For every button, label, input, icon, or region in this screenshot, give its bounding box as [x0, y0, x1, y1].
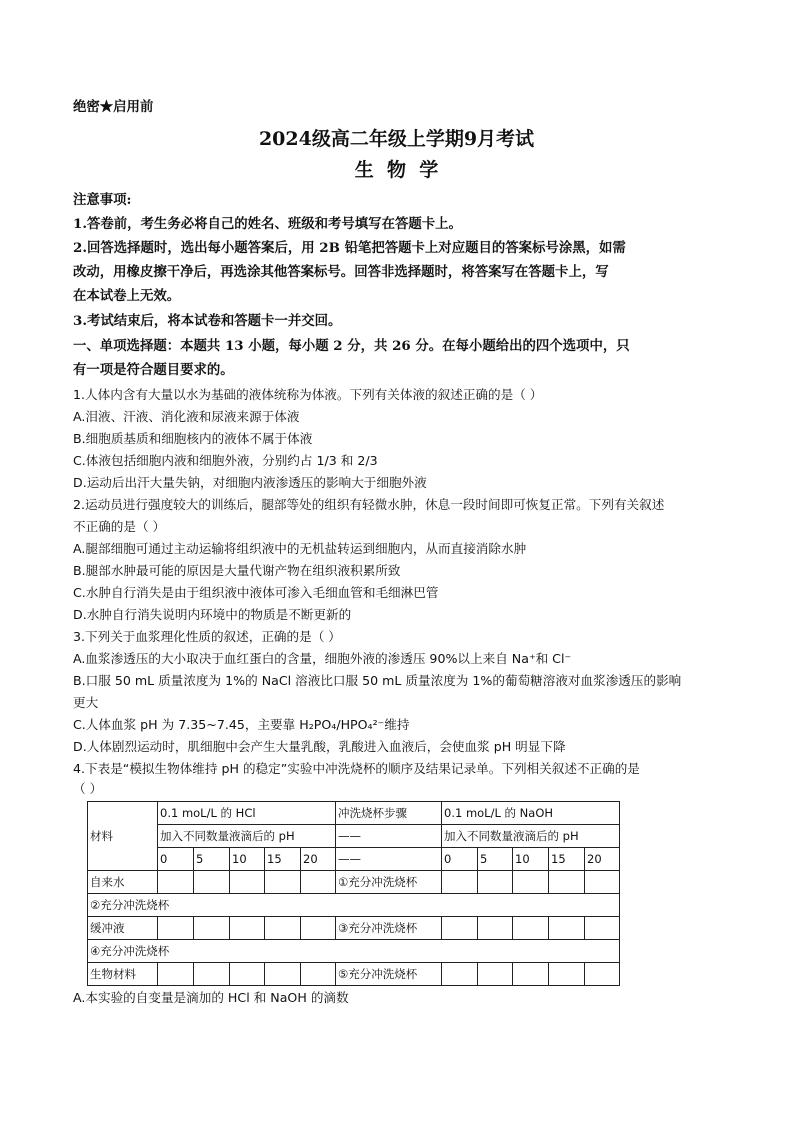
naoh-drops: 5 [478, 848, 513, 871]
q2-stem-line-1: 2.运动员进行强度较大的训练后，腿部等处的组织有轻微水肿，休息一段时间即可恢复正常。下列有关叙述 [73, 497, 665, 512]
step-3: ③充分冲洗烧杯 [336, 917, 442, 940]
step-2: ②充分冲洗烧杯 [88, 894, 620, 917]
hcl-drops: 10 [230, 848, 265, 871]
note-2-line-2: 改动，用橡皮擦干净后，再选涂其他答案标号。回答非选择题时，将答案写在答题卡上，写 [73, 264, 609, 280]
step-4: ④充分冲洗烧杯 [88, 940, 620, 963]
q2-option-c: C.水肿自行消失是由于组织液中液体可渗入毛细血管和毛细淋巴管 [73, 585, 439, 600]
table-row [88, 940, 620, 963]
step-dash: —— [336, 848, 442, 871]
q3-option-b-line-1: B.口服 50 mL 质量浓度为 1%的 NaCl 溶液比口服 50 mL 质量浓度为 1%的葡萄糖溶液对血浆渗透压的影响 [73, 673, 682, 688]
q3-option-d: D.人体剧烈运动时，肌细胞中会产生大量乳酸，乳酸进入血液后，会使血浆 pH 明显下降 [73, 739, 566, 754]
q3-option-a: A.血浆渗透压的大小取决于血红蛋白的含量，细胞外液的渗透压 90%以上来自 Na⁺和 Cl⁻ [73, 651, 572, 666]
q4-stem-line-1: 4.下表是“模拟生物体维持 pH 的稳定”实验中冲洗烧杯的顺序及结果记录单。下列相关叙述不正确的是 [73, 761, 640, 776]
notes-heading: 注意事项: [73, 192, 132, 208]
exam-title: 2024级高二年级上学期9月考试 [258, 128, 535, 150]
q4-option-a: A.本实验的自变量是滴加的 HCl 和 NaOH 的滴数 [73, 990, 349, 1005]
note-2-line-3: 在本试卷上无效。 [73, 288, 181, 304]
note-3: 3.考试结束后，将本试卷和答题卡一并交回。 [73, 313, 342, 329]
row-buffer: 缓冲液 [88, 917, 158, 940]
naoh-ph-label: 加入不同数量液滴后的 pH [442, 825, 620, 848]
q3-stem: 3.下列关于血浆理化性质的叙述，正确的是（ ） [73, 629, 341, 644]
q1-option-a: A.泪液、汗液、消化液和尿液来源于体液 [73, 409, 300, 424]
q3-option-c: C.人体血浆 pH 为 7.35~7.45，主要靠 H₂PO₄/HPO₄²⁻维持 [73, 717, 410, 732]
hcl-drops: 15 [265, 848, 301, 871]
row-tap-water: 自来水 [88, 871, 158, 894]
material-header: 材料 [88, 802, 158, 871]
q3-option-b-line-2: 更大 [73, 695, 99, 710]
confidential-mark: 绝密★启用前 [73, 99, 154, 115]
step-header: 冲洗烧杯步骤 [336, 802, 442, 825]
hcl-drops: 0 [158, 848, 194, 871]
q2-option-b: B.腿部水肿最可能的原因是大量代谢产物在组织液积累所致 [73, 563, 401, 578]
q2-option-a: A.腿部细胞可通过主动运输将组织液中的无机盐转运到细胞内，从而直接消除水肿 [73, 541, 527, 556]
q4-stem-line-2: （ ） [73, 781, 103, 796]
note-1: 1.答卷前，考生务必将自己的姓名、班级和考号填写在答题卡上。 [73, 216, 462, 232]
step-5: ⑤充分冲洗烧杯 [336, 963, 442, 986]
section-1-heading-line-2: 有一项是符合题目要求的。 [73, 362, 234, 378]
q2-option-d: D.水肿自行消失说明内环境中的物质是不断更新的 [73, 607, 352, 622]
q1-stem: 1.人体内含有大量以水为基础的液体统称为体液。下列有关体液的叙述正确的是（ ） [73, 387, 543, 402]
hcl-ph-label: 加入不同数量液滴后的 pH [158, 825, 336, 848]
q1-option-b: B.细胞质基质和细胞核内的液体不属于体液 [73, 431, 313, 446]
table-row [88, 963, 620, 986]
subject-title: 生 物 学 [354, 159, 439, 181]
naoh-drops: 10 [513, 848, 549, 871]
step-1: ①充分冲洗烧杯 [336, 871, 442, 894]
naoh-drops: 15 [549, 848, 585, 871]
hcl-drops: 5 [194, 848, 230, 871]
naoh-header: 0.1 moL/L 的 NaOH [442, 802, 620, 825]
hcl-header: 0.1 moL/L 的 HCl [158, 802, 336, 825]
naoh-drops: 0 [442, 848, 478, 871]
note-2-line-1: 2.回答选择题时，选出每小题答案后，用 2B 铅笔把答题卡上对应题目的答案标号涂黑，如需 [73, 240, 626, 256]
table-row [88, 917, 620, 940]
row-biological-material: 生物材料 [88, 963, 158, 986]
hcl-drops: 20 [301, 848, 336, 871]
table-row [88, 871, 620, 894]
q1-option-d: D.运动后出汗大量失钠，对细胞内液渗透压的影响大于细胞外液 [73, 475, 427, 490]
q1-option-c: C.体液包括细胞内液和细胞外液，分别约占 1/3 和 2/3 [73, 453, 378, 468]
q2-stem-line-2: 不正确的是（ ） [73, 519, 166, 534]
table-row [88, 894, 620, 917]
ph-experiment-table [87, 801, 620, 986]
naoh-drops: 20 [585, 848, 620, 871]
section-1-heading-line-1: 一、单项选择题：本题共 13 小题，每小题 2 分，共 26 分。在每小题给出的四个选项中，只 [73, 338, 630, 354]
step-dash: —— [336, 825, 442, 848]
